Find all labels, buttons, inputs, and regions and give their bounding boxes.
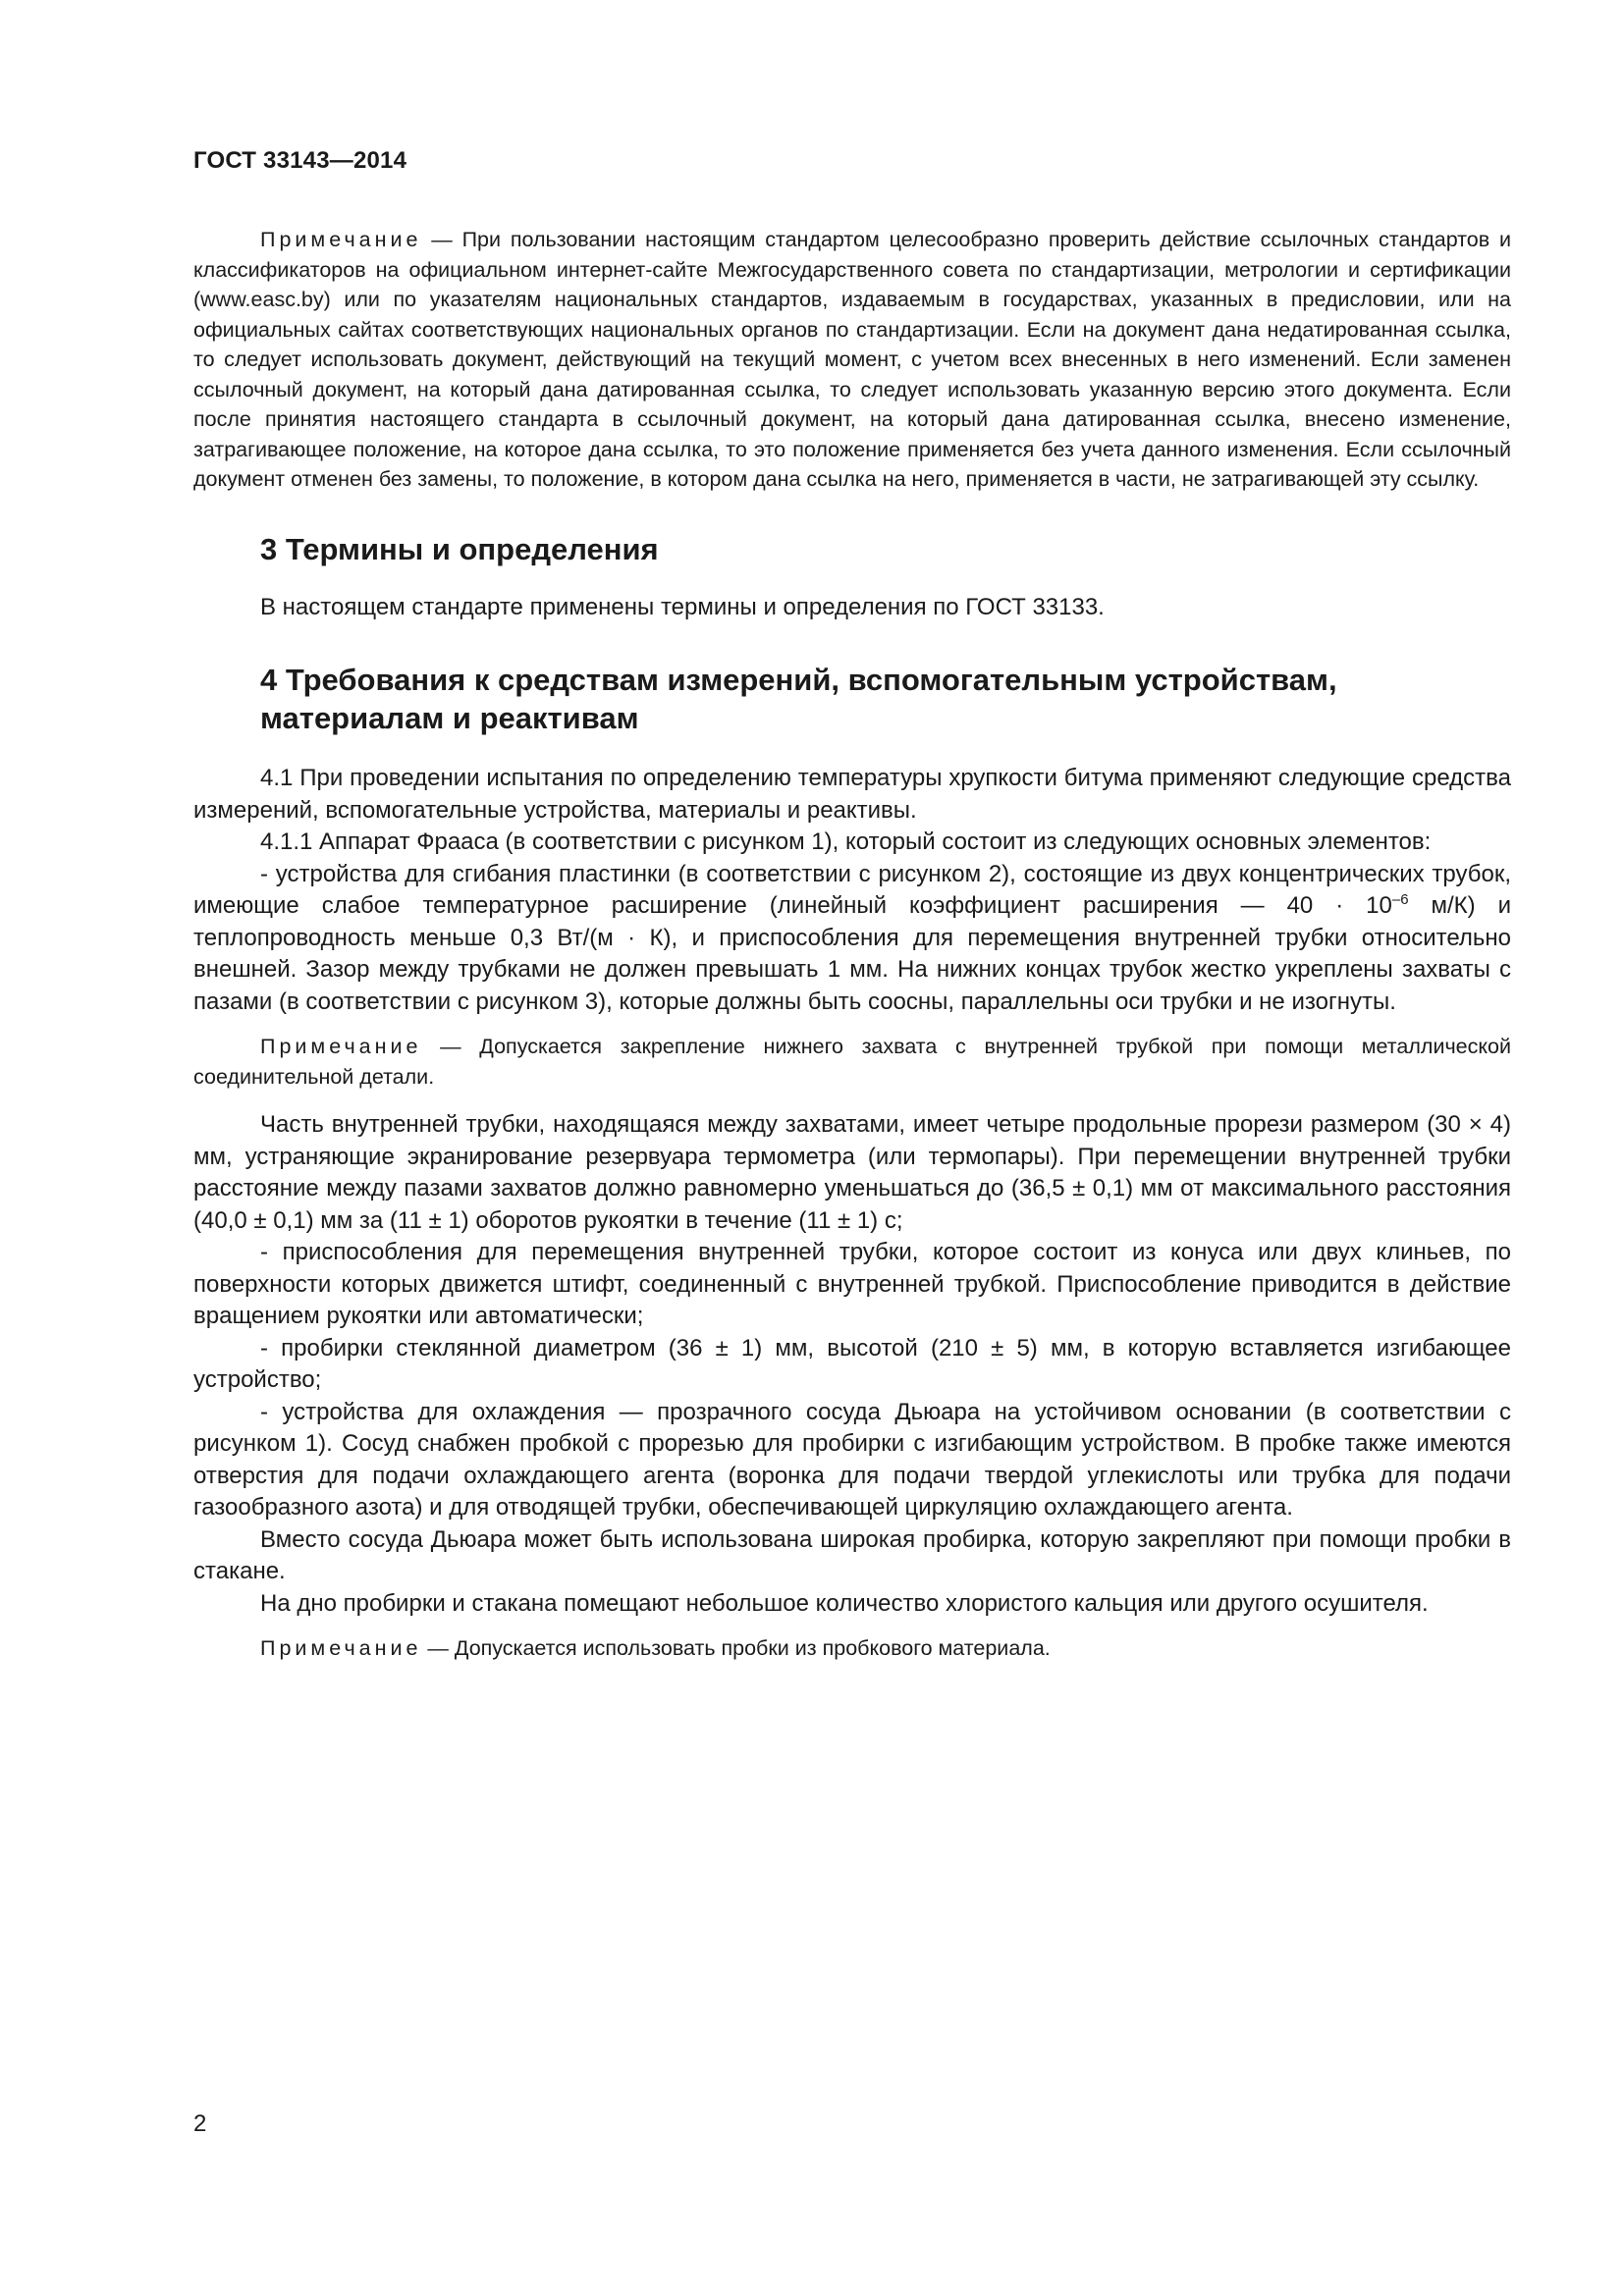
note-label: Примечание <box>260 1035 422 1058</box>
list-item-cooling-device: - устройства для охлаждения — прозрачного сосуда Дьюара на устойчивом основании (в соответствии с рисунком 1). Сосуд снабжен пробкой с прорезью для пробирки с изгибающим устройством. В пробке также имеются отверстия для подачи охлаждающего агента (воронка для подачи твердой углекислоты или трубка для подачи газообразного азота) и для отводящей трубки, обеспечивающей циркуляцию охлаждающего агента. <box>193 1398 1511 1521</box>
note-text: — Допускается закрепление нижнего захвата с внутренней трубкой при помощи металлической соединительной детали. <box>193 1035 1511 1089</box>
note-label: Примечание <box>260 1636 422 1660</box>
note-references <box>193 225 1511 495</box>
list-item-text: м/К) и теплопроводность меньше 0,3 Вт/(м · К), и приспособления для перемещения внутренней трубки относительно внешней. Зазор между трубками не должен превышать 1 мм. На нижних концах трубок жестко укреплены захваты с пазами (в соответствии с рисунком 3), которые должны быть соосны, параллельны оси трубки и не изогнуты. <box>193 892 1512 1015</box>
note-label: Примечание <box>260 228 422 251</box>
page-number: 2 <box>193 2110 207 2137</box>
paragraph-desiccant: На дно пробирки и стакана помещают небольшое количество хлористого кальция или другого осушителя. <box>260 1589 1429 1617</box>
exponent: –6 <box>1391 891 1409 908</box>
list-item-text: - устройства для сгибания пластинки (в соответствии с рисунком 2), состоящие из двух концентрических трубок, имеющие слабое температурное расширение (линейный коэффициент расширения — 40 · 10 <box>193 860 1511 919</box>
note-text: — При пользовании настоящим стандартом целесообразно проверить действие ссылочных стандартов и классификаторов на официальном интернет-сайте Межгосударственного совета по стандартизации, метрологии и сертификации (www.easc.by) или по указателям национальных стандартов, издаваемым в государствах, указанных в предисловии, или на официальных сайтах соответствующих национальных органов по стандартизации. Если на документ дана недатированная ссылка, то следует использовать документ, действующий на текущий момент, с учетом всех внесенных в него изменений. Если заменен ссылочный документ, на который дана датированная ссылка, то следует использовать указанную версию этого документа. Если после принятия настоящего стандарта в ссылочный документ, на который дана датированная ссылка, внесено изменение, затрагивающее положение, на которое дана ссылка, то это положение применяется без учета данного изменения. Если ссылочный документ отменен без замены, то положение, в котором дана ссылка на него, применяется в части, не затрагивающей эту ссылку. <box>193 228 1511 491</box>
section-4-heading: 4 Требования к средствам измерений, вспомогательным устройствам, материалам и реактивам <box>260 663 1337 735</box>
paragraph-dewar-alternative: Вместо сосуда Дьюара может быть использована широкая пробирка, которую закрепляют при помощи пробки в стакане. <box>193 1525 1511 1584</box>
paragraph-4-1-1: 4.1.1 Аппарат Фрааса (в соответствии с рисунком 1), который состоит из следующих основных элементов: <box>260 828 1432 855</box>
note-clamp <box>193 1032 1511 1092</box>
section-3-heading: 3 Термины и определения <box>260 531 659 566</box>
note-cork <box>193 1633 1511 1664</box>
note-text: — Допускается использовать пробки из пробкового материала. <box>421 1636 1051 1660</box>
list-item-moving-device: - приспособления для перемещения внутренней трубки, которое состоит из конуса или двух клиньев, по поверхности которых движется штифт, соединенный с внутренней трубкой. Приспособление приводится в действие вращением рукоятки или автоматически; <box>193 1239 1511 1329</box>
document-id-header: ГОСТ 33143—2014 <box>193 147 407 174</box>
paragraph-4-1: 4.1 При проведении испытания по определению температуры хрупкости битума применяют следующие средства измерений, вспомогательные устройства, материалы и реактивы. <box>193 765 1511 824</box>
list-item-bending-device <box>193 859 1511 1019</box>
list-item-glass-tube: - пробирки стеклянной диаметром (36 ± 1) мм, высотой (210 ± 5) мм, в которую вставляется изгибающее устройство; <box>193 1334 1511 1393</box>
page-content <box>193 225 1511 1664</box>
section-3-text: В настоящем стандарте применены термины и определения по ГОСТ 33133. <box>260 593 1105 620</box>
paragraph-slots: Часть внутренней трубки, находящаяся между захватами, имеет четыре продольные прорези размером (30 × 4) мм, устраняющие экранирование резервуара термометра (или термопары). При перемещении внутренней трубки расстояние между пазами захватов должно равномерно уменьшаться до (36,5 ± 0,1) мм от максимального расстояния (40,0 ± 0,1) мм за (11 ± 1) оборотов рукоятки в течение (11 ± 1) с; <box>193 1111 1511 1234</box>
